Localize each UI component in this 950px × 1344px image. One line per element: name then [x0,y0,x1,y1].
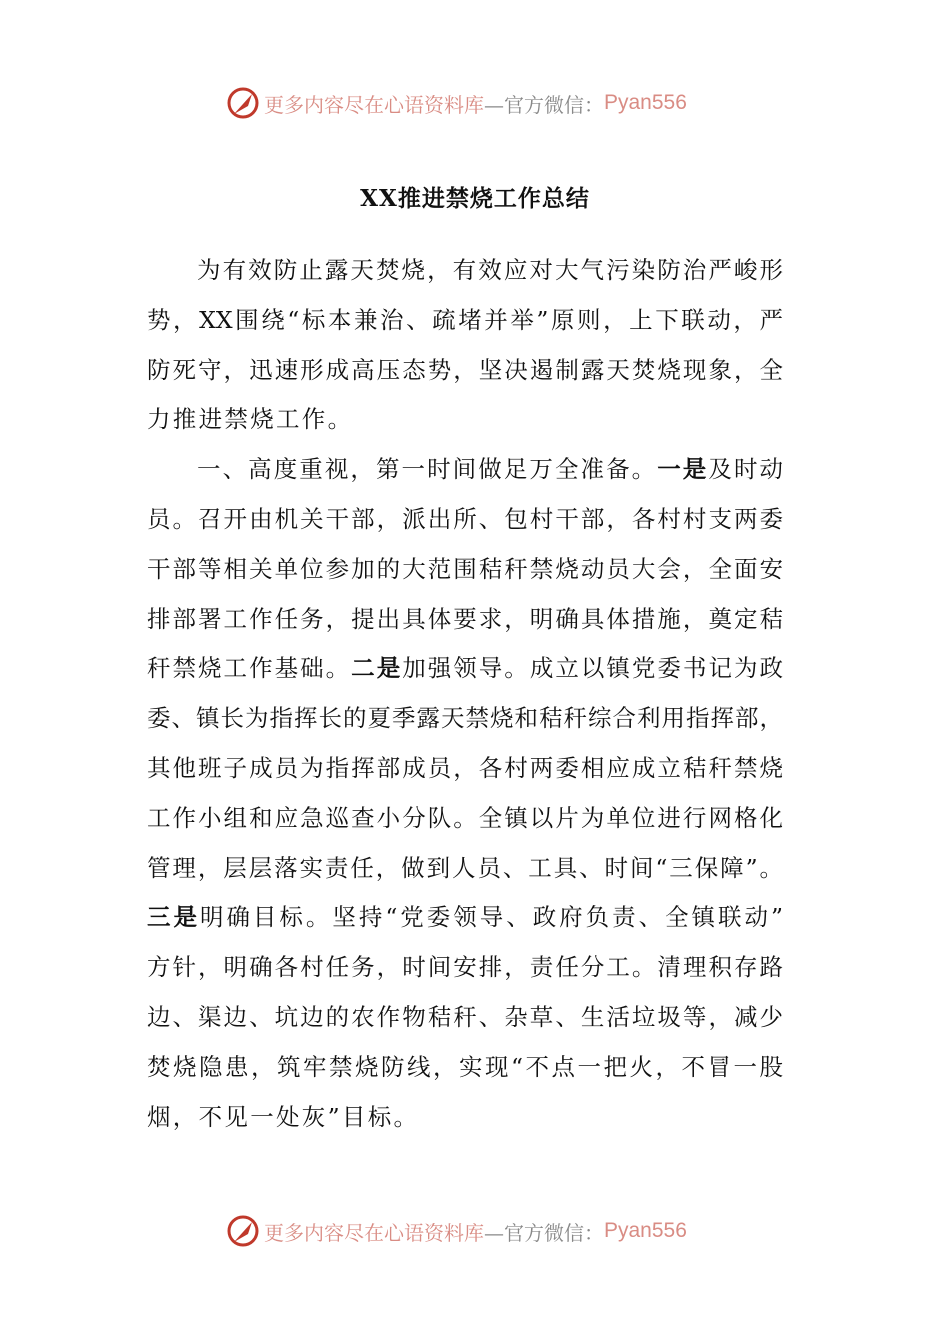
text-line [147,893,783,943]
document-title: XX推进禁烧工作总结 [360,185,590,212]
line-text: 明确目标。坚持“党委领导、政府负责、全镇联动” [199,903,784,932]
watermark-wechat: Pyan556 [604,1219,687,1242]
line-text: 加强领导。成立以镇党委书记为政 [402,654,784,683]
line-text: 管理，层层落实责任，做到人员、工具、时间“三保障”。 [147,853,783,882]
text-line [147,296,783,346]
text-line [147,545,783,595]
bold-lead: 三是 [147,903,200,932]
text-line [147,595,783,645]
line-text: 其他班子成员为指挥部成员，各村两委相应成立秸秆禁烧 [147,753,783,782]
text-line [147,744,783,794]
watermark-site: 更多内容尽在心语资料库 [264,92,484,117]
quill-logo-icon [226,1214,260,1248]
line-text: 防死守，迅速形成高压态势，坚决遏制露天焚烧现象，全 [147,355,783,384]
watermark-wechat: Pyan556 [604,91,687,114]
paragraph [147,445,783,1142]
text-line [147,794,783,844]
quill-logo-icon [226,86,260,120]
header-watermark [226,83,726,123]
line-text: 方针，明确各村任务，时间安排，责任分工。清理积存路 [147,953,783,982]
line-text: 烟，不见一处灰”目标。 [147,1102,420,1131]
line-text: 员。召开由机关干部，派出所、包村干部，各村村支两委 [147,504,783,533]
text-line [147,993,783,1043]
text-line [147,445,783,495]
text-line [147,395,783,445]
line-text: 力推进禁烧工作。 [147,405,354,434]
line-text: 排部署工作任务，提出具体要求，明确具体措施，奠定秸 [147,604,783,633]
document-body [147,246,783,1142]
line-text: 焚烧隐患，筑牢禁烧防线，实现“不点一把火，不冒一股 [147,1052,783,1081]
watermark-site: 更多内容尽在心语资料库 [264,1220,484,1245]
text-line [147,346,783,396]
bold-lead: 二是 [351,654,403,683]
line-text: 及时动 [708,455,784,484]
watermark-label: —官方微信： [484,92,604,117]
footer-watermark [226,1211,726,1251]
line-text: 一、高度重视，第一时间做足万全准备。 [197,455,658,484]
paragraph [147,246,783,445]
line-text: 工作小组和应急巡查小分队。全镇以片为单位进行网格化 [147,803,783,832]
text-line [147,495,783,545]
bold-lead: 一是 [657,455,709,484]
text-line [147,694,783,744]
line-text: 干部等相关单位参加的大范围秸秆禁烧动员大会，全面安 [147,554,783,583]
line-text: 秆禁烧工作基础。 [147,654,352,683]
line-text: 边、渠边、坑边的农作物秸秆、杂草、生活垃圾等，减少 [147,1002,783,1031]
text-line [147,644,783,694]
text-line [147,246,783,296]
text-line [147,943,783,993]
text-line [147,1043,783,1093]
text-line [147,844,783,894]
line-text: 委、镇长为指挥长的夏季露天禁烧和秸秆综合利用指挥部， [147,704,783,733]
text-line [147,1093,783,1143]
watermark-label: —官方微信： [484,1220,604,1245]
line-text: 为有效防止露天焚烧，有效应对大气污染防治严峻形 [197,256,783,284]
line-text: 势，XX围绕“标本兼治、疏堵并举”原则，上下联动，严 [147,305,783,334]
